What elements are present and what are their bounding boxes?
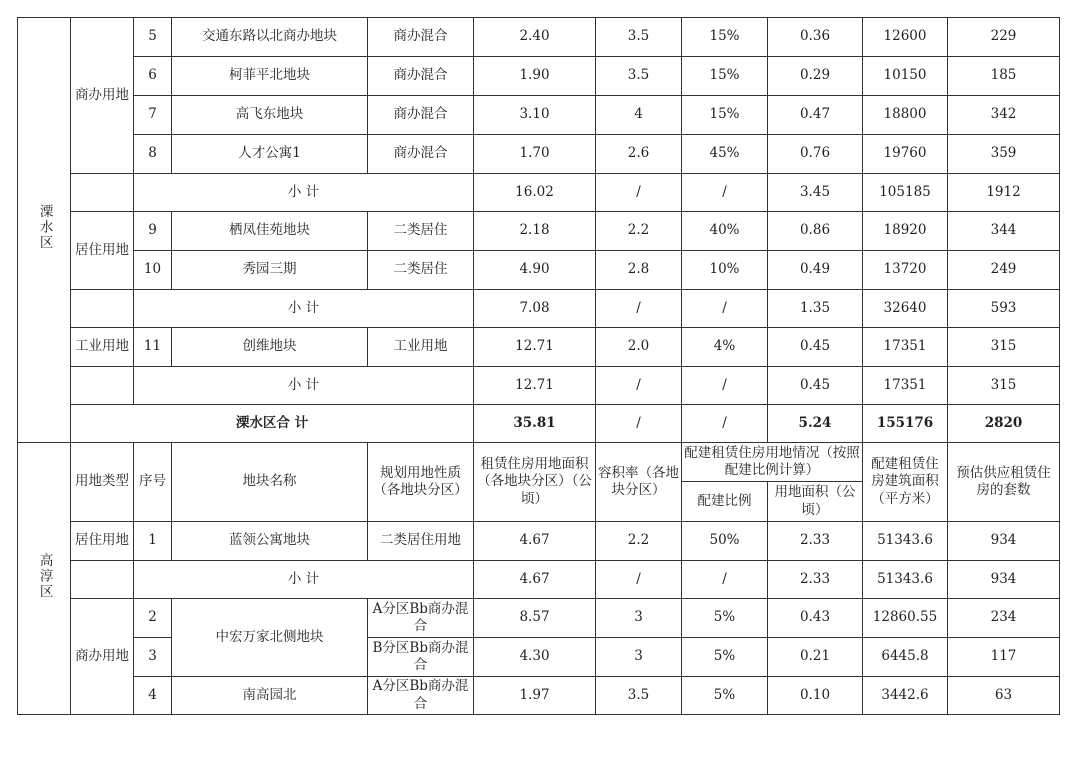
subtotal-row: [18, 290, 1060, 328]
ratio-cell: 5%: [682, 677, 768, 715]
ratio-cell: 40%: [682, 212, 768, 251]
far-cell: 3: [596, 599, 682, 638]
land-cell: 5.24: [768, 405, 863, 443]
far-cell: /: [596, 290, 682, 328]
far-cell: /: [596, 174, 682, 212]
header-row: [18, 443, 1060, 482]
land-type-cell: 商办用地: [71, 18, 134, 174]
units-cell: 234: [948, 599, 1060, 638]
table-row: [18, 251, 1060, 290]
build-cell: 12600: [863, 18, 948, 57]
subtotal-label: 小 计: [134, 561, 474, 599]
units-cell: 63: [948, 677, 1060, 715]
table-row: [18, 599, 1060, 638]
units-cell: 2820: [948, 405, 1060, 443]
units-cell: 344: [948, 212, 1060, 251]
table-row: [18, 18, 1060, 57]
plot-name-cell: 蓝领公寓地块: [172, 522, 368, 561]
ratio-cell: 5%: [682, 638, 768, 677]
ratio-cell: /: [682, 290, 768, 328]
ratio-cell: /: [682, 367, 768, 405]
empty-cell: [71, 290, 134, 328]
area-cell: 1.97: [474, 677, 596, 715]
units-cell: 229: [948, 18, 1060, 57]
total-row: [18, 405, 1060, 443]
nature-cell: 二类居住: [368, 212, 474, 251]
units-cell: 934: [948, 522, 1060, 561]
land-type-cell: 居住用地: [71, 212, 134, 290]
land-cell: 0.43: [768, 599, 863, 638]
plot-name-cell: 秀园三期: [172, 251, 368, 290]
units-cell: 359: [948, 135, 1060, 174]
units-cell: 342: [948, 96, 1060, 135]
build-cell: 3442.6: [863, 677, 948, 715]
build-cell: 19760: [863, 135, 948, 174]
seq-cell: 7: [134, 96, 172, 135]
area-cell: 2.40: [474, 18, 596, 57]
land-cell: 0.45: [768, 367, 863, 405]
plot-name-cell: 柯菲平北地块: [172, 57, 368, 96]
area-cell: 1.90: [474, 57, 596, 96]
nature-cell: A分区Bb商办混合: [368, 677, 474, 715]
empty-cell: [71, 561, 134, 599]
build-cell: 32640: [863, 290, 948, 328]
nature-cell: 工业用地: [368, 328, 474, 367]
land-cell: 0.45: [768, 328, 863, 367]
land-cell: 1.35: [768, 290, 863, 328]
nature-cell: 商办混合: [368, 96, 474, 135]
header-land-type: 用地类型: [71, 443, 134, 522]
district-cell: 溧水区: [18, 18, 71, 443]
header-alloc-group: 配建租赁住房用地情况（按照配建比例计算）: [682, 443, 863, 482]
area-cell: 7.08: [474, 290, 596, 328]
ratio-cell: /: [682, 174, 768, 212]
land-cell: 3.45: [768, 174, 863, 212]
ratio-cell: 15%: [682, 96, 768, 135]
seq-cell: 3: [134, 638, 172, 677]
units-cell: 249: [948, 251, 1060, 290]
empty-cell: [71, 174, 134, 212]
build-cell: 12860.55: [863, 599, 948, 638]
nature-cell: 二类居住: [368, 251, 474, 290]
subtotal-row: [18, 174, 1060, 212]
plot-name-cell: 人才公寓1: [172, 135, 368, 174]
far-cell: /: [596, 367, 682, 405]
land-cell: 0.10: [768, 677, 863, 715]
plot-name-cell: 中宏万家北侧地块: [172, 599, 368, 677]
ratio-cell: 50%: [682, 522, 768, 561]
build-cell: 18800: [863, 96, 948, 135]
ratio-cell: 15%: [682, 18, 768, 57]
far-cell: /: [596, 561, 682, 599]
land-type-cell: 居住用地: [71, 522, 134, 561]
seq-cell: 6: [134, 57, 172, 96]
plot-name-cell: 南高园北: [172, 677, 368, 715]
area-cell: 3.10: [474, 96, 596, 135]
seq-cell: 2: [134, 599, 172, 638]
land-cell: 0.36: [768, 18, 863, 57]
header-alloc-land: 用地面积（公顷）: [768, 482, 863, 522]
area-cell: 4.30: [474, 638, 596, 677]
nature-cell: B分区Bb商办混合: [368, 638, 474, 677]
area-cell: 1.70: [474, 135, 596, 174]
empty-cell: [71, 367, 134, 405]
build-cell: 155176: [863, 405, 948, 443]
land-cell: 0.49: [768, 251, 863, 290]
subtotal-row: [18, 561, 1060, 599]
ratio-cell: 15%: [682, 57, 768, 96]
plot-name-cell: 交通东路以北商办地块: [172, 18, 368, 57]
area-cell: 2.18: [474, 212, 596, 251]
table-row: [18, 212, 1060, 251]
far-cell: 3.5: [596, 57, 682, 96]
far-cell: 4: [596, 96, 682, 135]
seq-cell: 8: [134, 135, 172, 174]
far-cell: 2.8: [596, 251, 682, 290]
land-type-cell: 工业用地: [71, 328, 134, 367]
header-far: 容积率（各地块分区）: [596, 443, 682, 522]
total-label: 溧水区合 计: [71, 405, 474, 443]
area-cell: 35.81: [474, 405, 596, 443]
build-cell: 105185: [863, 174, 948, 212]
area-cell: 8.57: [474, 599, 596, 638]
header-rent-area: 租赁住房用地面积（各地块分区）（公顷）: [474, 443, 596, 522]
table-row: [18, 328, 1060, 367]
plot-name-cell: 创维地块: [172, 328, 368, 367]
plot-name-cell: 栖凤佳苑地块: [172, 212, 368, 251]
seq-cell: 10: [134, 251, 172, 290]
table-row: [18, 677, 1060, 715]
units-cell: 1912: [948, 174, 1060, 212]
area-cell: 12.71: [474, 328, 596, 367]
build-cell: 17351: [863, 328, 948, 367]
land-cell: 2.33: [768, 561, 863, 599]
seq-cell: 4: [134, 677, 172, 715]
ratio-cell: /: [682, 561, 768, 599]
far-cell: 2.2: [596, 522, 682, 561]
units-cell: 593: [948, 290, 1060, 328]
nature-cell: 商办混合: [368, 135, 474, 174]
area-cell: 4.67: [474, 522, 596, 561]
ratio-cell: 5%: [682, 599, 768, 638]
header-build-area: 配建租赁住房建筑面积（平方米）: [863, 443, 948, 522]
build-cell: 10150: [863, 57, 948, 96]
build-cell: 51343.6: [863, 522, 948, 561]
land-cell: 0.47: [768, 96, 863, 135]
area-cell: 16.02: [474, 174, 596, 212]
rental-housing-land-table: [17, 17, 1060, 715]
far-cell: /: [596, 405, 682, 443]
far-cell: 2.2: [596, 212, 682, 251]
units-cell: 315: [948, 328, 1060, 367]
nature-cell: 商办混合: [368, 18, 474, 57]
subtotal-row: [18, 367, 1060, 405]
build-cell: 18920: [863, 212, 948, 251]
seq-cell: 11: [134, 328, 172, 367]
nature-cell: 二类居住用地: [368, 522, 474, 561]
area-cell: 4.67: [474, 561, 596, 599]
header-plot-name: 地块名称: [172, 443, 368, 522]
units-cell: 934: [948, 561, 1060, 599]
header-seq: 序号: [134, 443, 172, 522]
units-cell: 185: [948, 57, 1060, 96]
nature-cell: 商办混合: [368, 57, 474, 96]
table-row: [18, 96, 1060, 135]
far-cell: 3.5: [596, 18, 682, 57]
seq-cell: 5: [134, 18, 172, 57]
seq-cell: 1: [134, 522, 172, 561]
far-cell: 3: [596, 638, 682, 677]
far-cell: 2.6: [596, 135, 682, 174]
far-cell: 2.0: [596, 328, 682, 367]
land-cell: 0.86: [768, 212, 863, 251]
build-cell: 6445.8: [863, 638, 948, 677]
land-cell: 0.76: [768, 135, 863, 174]
ratio-cell: 4%: [682, 328, 768, 367]
header-alloc-ratio: 配建比例: [682, 482, 768, 522]
units-cell: 315: [948, 367, 1060, 405]
header-nature: 规划用地性质（各地块分区）: [368, 443, 474, 522]
build-cell: 13720: [863, 251, 948, 290]
seq-cell: 9: [134, 212, 172, 251]
subtotal-label: 小 计: [134, 367, 474, 405]
land-type-cell: 商办用地: [71, 599, 134, 715]
ratio-cell: 45%: [682, 135, 768, 174]
table-row: [18, 522, 1060, 561]
table-row: [18, 135, 1060, 174]
units-cell: 117: [948, 638, 1060, 677]
build-cell: 51343.6: [863, 561, 948, 599]
subtotal-label: 小 计: [134, 174, 474, 212]
land-cell: 0.29: [768, 57, 863, 96]
plot-name-cell: 高飞东地块: [172, 96, 368, 135]
table-row: [18, 57, 1060, 96]
header-units: 预估供应租赁住房的套数: [948, 443, 1060, 522]
area-cell: 4.90: [474, 251, 596, 290]
land-cell: 0.21: [768, 638, 863, 677]
area-cell: 12.71: [474, 367, 596, 405]
build-cell: 17351: [863, 367, 948, 405]
far-cell: 3.5: [596, 677, 682, 715]
ratio-cell: /: [682, 405, 768, 443]
land-cell: 2.33: [768, 522, 863, 561]
nature-cell: A分区Bb商办混合: [368, 599, 474, 638]
district-cell: 高淳区: [18, 443, 71, 715]
subtotal-label: 小 计: [134, 290, 474, 328]
ratio-cell: 10%: [682, 251, 768, 290]
